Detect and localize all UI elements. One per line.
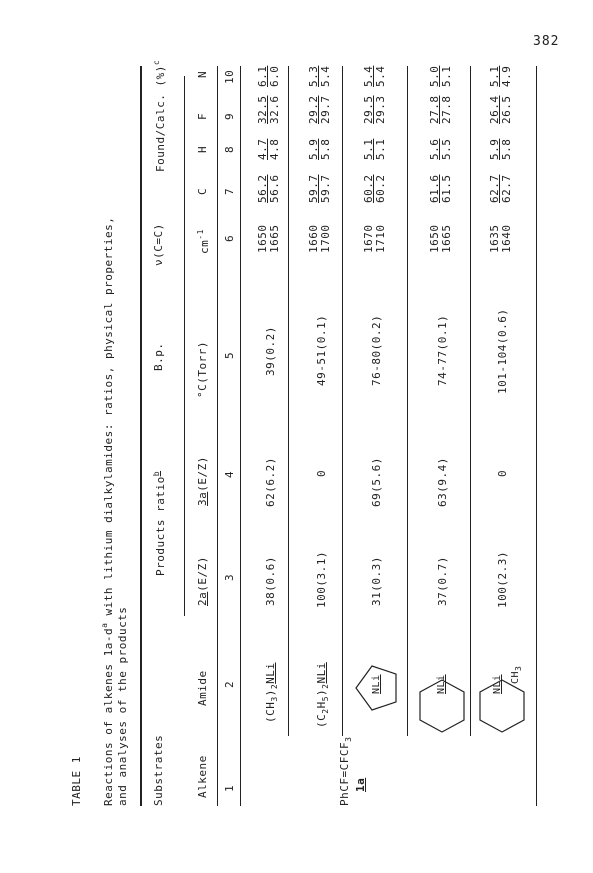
column-number: 7 — [223, 187, 236, 195]
amide-methylpiperidide-label: NLi — [492, 674, 503, 694]
methyl-substituent-label: $CH_3$ — [510, 665, 523, 684]
row-rule-3 — [407, 66, 408, 736]
header-n: N — [196, 70, 209, 78]
c-found-calc: 61.6 61.5 — [428, 174, 453, 203]
rotated-table-sheet — [70, 59, 590, 806]
alkene-formula: $PhCF=CFCF_3$ — [338, 736, 353, 806]
column-number: 3 — [223, 573, 236, 581]
header-c: C — [196, 187, 209, 195]
column-number: 4 — [223, 470, 236, 478]
amide-diethyl: $(C_2H_5)_2NLi$ — [315, 662, 330, 728]
column-number: 2 — [223, 680, 236, 688]
ratio-2a: 100(3.1) — [315, 551, 328, 608]
h-found-calc: 5.9 5.8 — [307, 138, 332, 160]
h-found-calc: 5.6 5.5 — [428, 138, 453, 160]
row-rule-1 — [288, 66, 289, 736]
amide-dimethyl: $(CH_3)_2NLi$ — [264, 662, 279, 723]
nu-values: 1670 1710 — [362, 224, 387, 253]
header-products-ratio: Products ratio$^b$ — [152, 470, 167, 576]
row-rule-2 — [342, 66, 343, 736]
table-caption-line1: Reactions of alkenes $1a-d^a$ with lithium dialkylamides: ratios, physical properties, — [100, 216, 115, 806]
header-rule — [217, 66, 218, 806]
column-number: 10 — [223, 69, 236, 84]
nu-values: 1650 1665 — [256, 224, 281, 253]
nu-values: 1650 1665 — [428, 224, 453, 253]
h-found-calc: 5.9 5.8 — [488, 138, 513, 160]
column-number: 5 — [223, 351, 236, 359]
ratio-3a: 63(9.4) — [436, 457, 449, 507]
n-found-calc: 5.4 5.4 — [362, 65, 387, 87]
ratio-3a: 69(5.6) — [370, 457, 383, 507]
boiling-point: 49-51(0.1) — [315, 314, 328, 386]
boiling-point: 76-80(0.2) — [370, 314, 383, 386]
header-nu-unit: $cm^{-1}$ — [196, 229, 211, 254]
column-number: 1 — [223, 784, 236, 792]
boiling-point: 74-77(0.1) — [436, 314, 449, 386]
header-2a: 2a(E/Z) — [196, 556, 209, 606]
f-found-calc: 26.4 26.5 — [488, 95, 513, 124]
header-bp: B.p. — [152, 342, 165, 371]
boiling-point: 101-104(0.6) — [496, 308, 509, 394]
nu-values: 1635 1640 — [488, 224, 513, 253]
header-substrates: Substrates — [152, 734, 165, 806]
f-found-calc: 29.5 29.3 — [362, 95, 387, 124]
header-subrule — [184, 76, 185, 616]
header-bp-unit: °C(Torr) — [196, 341, 209, 398]
f-found-calc: 27.8 27.8 — [428, 95, 453, 124]
ratio-2a: 37(0.7) — [436, 556, 449, 606]
c-found-calc: 56.2 56.6 — [256, 174, 281, 203]
ratio-3a: 62(6.2) — [264, 457, 277, 507]
table-label: TABLE 1 — [70, 756, 83, 806]
column-number: 8 — [223, 145, 236, 153]
header-h: H — [196, 145, 209, 153]
header-found-calc: Found/Calc. (%)$^c$ — [152, 59, 167, 172]
column-number: 6 — [223, 234, 236, 242]
n-found-calc: 6.1 6.0 — [256, 65, 281, 87]
c-found-calc: 60.2 60.2 — [362, 174, 387, 203]
n-found-calc: 5.1 4.9 — [488, 65, 513, 87]
column-number-rule — [240, 66, 241, 806]
header-amide: Amide — [196, 670, 209, 706]
n-found-calc: 5.0 5.1 — [428, 65, 453, 87]
bottom-rule — [536, 66, 537, 806]
table-caption-line2: and analyses of the products — [116, 606, 129, 806]
f-found-calc: 29.2 29.7 — [307, 95, 332, 124]
ratio-2a: 100(2.3) — [496, 551, 509, 608]
c-found-calc: 62.7 62.7 — [488, 174, 513, 203]
f-found-calc: 32.5 32.6 — [256, 95, 281, 124]
n-found-calc: 5.3 5.4 — [307, 65, 332, 87]
ratio-3a: 0 — [496, 469, 509, 477]
ratio-3a: 0 — [315, 469, 328, 477]
nu-values: 1660 1700 — [307, 224, 332, 253]
ratio-2a: 38(0.6) — [264, 556, 277, 606]
amide-piperidide-label: NLi — [436, 674, 447, 694]
amide-pyrrolidide-label: NLi — [371, 674, 382, 694]
header-alkene: Alkene — [196, 755, 209, 798]
ratio-2a: 31(0.3) — [370, 556, 383, 606]
header-f: F — [196, 112, 209, 120]
h-found-calc: 5.1 5.1 — [362, 138, 387, 160]
header-3a: 3a(E/Z) — [196, 456, 209, 506]
h-found-calc: 4.7 4.8 — [256, 138, 281, 160]
top-rule — [140, 66, 142, 806]
boiling-point: 39(0.2) — [264, 326, 277, 376]
c-found-calc: 59.7 59.7 — [307, 174, 332, 203]
column-number: 9 — [223, 112, 236, 120]
row-rule-4 — [470, 66, 471, 736]
alkene-label: 1a — [354, 777, 367, 792]
header-nu: ν(C=C) — [152, 223, 165, 266]
page-number: 382 — [533, 34, 560, 49]
